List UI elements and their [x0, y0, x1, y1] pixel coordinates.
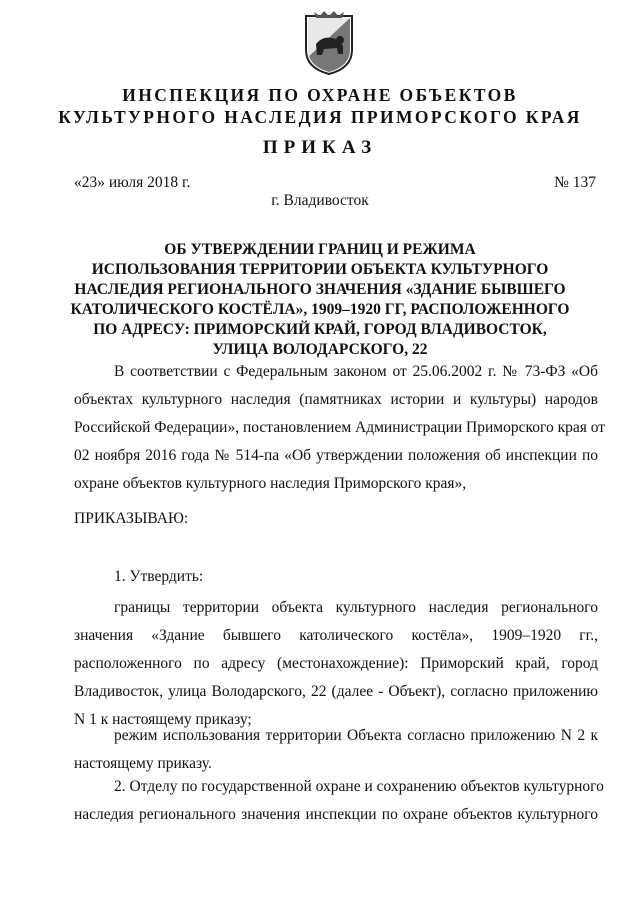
subject-line: НАСЛЕДИЯ РЕГИОНАЛЬНОГО ЗНАЧЕНИЯ «ЗДАНИЕ БЫВШЕГО: [74, 281, 566, 298]
org-line: ИНСПЕКЦИЯ ПО ОХРАНЕ ОБЪЕКТОВ: [122, 85, 518, 105]
item-2-paragraph: [74, 773, 604, 829]
paragraph-line: объектах культурного наследия (памятниках истории и культуры) народов: [74, 391, 598, 408]
paragraph-line: N 1 к настоящему приказу;: [74, 711, 252, 728]
subject-line: ИСПОЛЬЗОВАНИЯ ТЕРРИТОРИИ ОБЪЕКТА КУЛЬТУРНОГО: [91, 261, 549, 278]
paragraph-line: 2. Отделу по государственной охране и сохранению объектов культурного: [114, 778, 604, 795]
preamble-paragraph: [74, 358, 606, 498]
paragraph-line: охране объектов культурного наследия Приморского края»,: [74, 475, 467, 492]
paragraph-line: В соответствии с Федеральным законом от 25.06.2002 г. № 73-ФЗ «Об: [114, 363, 598, 380]
coat-of-arms-emblem: [302, 10, 356, 76]
document-number: № 137: [554, 174, 596, 191]
order-subject: [60, 240, 580, 360]
paragraph-line: 02 ноября 2016 года № 514-па «Об утверждении положения об инспекции по: [74, 447, 598, 464]
paragraph-line: наследия регионального значения инспекции по охране объектов культурного: [74, 806, 598, 823]
order-directive: ПРИКАЗЫВАЮ:: [74, 510, 189, 527]
subject-line: КАТОЛИЧЕСКОГО КОСТЁЛА», 1909–1920 ГГ, РАСПОЛОЖЕННОГО: [70, 301, 570, 318]
paragraph-line: режим использования территории Объекта согласно приложению N 2 к: [114, 727, 598, 744]
paragraph-line: значения «Здание бывшего католического костёла», 1909–1920 гг.,: [74, 627, 598, 644]
document-type-title: ПРИКАЗ: [262, 137, 378, 158]
subject-line: УЛИЦА ВОЛОДАРСКОГО, 22: [212, 341, 428, 358]
subject-line: ПО АДРЕСУ: ПРИМОРСКИЙ КРАЙ, ГОРОД ВЛАДИВОСТОК,: [93, 321, 547, 338]
bounds-paragraph: [74, 594, 598, 734]
paragraph-line: Владивосток, улица Володарского, 22 (далее - Объект), согласно приложению: [74, 683, 598, 700]
organization-name: [0, 84, 640, 128]
paragraph-line: границы территории объекта культурного наследия регионального: [114, 599, 598, 616]
document-date: «23» июля 2018 г.: [74, 174, 191, 191]
item-1-heading: 1. Утвердить:: [114, 568, 204, 585]
paragraph-line: расположенного по адресу (местонахождение): Приморский край, город: [74, 655, 598, 672]
mode-paragraph: [74, 722, 598, 778]
paragraph-line: настоящему приказу.: [74, 755, 212, 772]
org-line: КУЛЬТУРНОГО НАСЛЕДИЯ ПРИМОРСКОГО КРАЯ: [58, 107, 582, 127]
document-city: г. Владивосток: [271, 192, 369, 209]
paragraph-line: Российской Федерации», постановлением Администрации Приморского края от: [74, 419, 606, 436]
subject-line: ОБ УТВЕРЖДЕНИИ ГРАНИЦ И РЕЖИМА: [164, 241, 476, 258]
